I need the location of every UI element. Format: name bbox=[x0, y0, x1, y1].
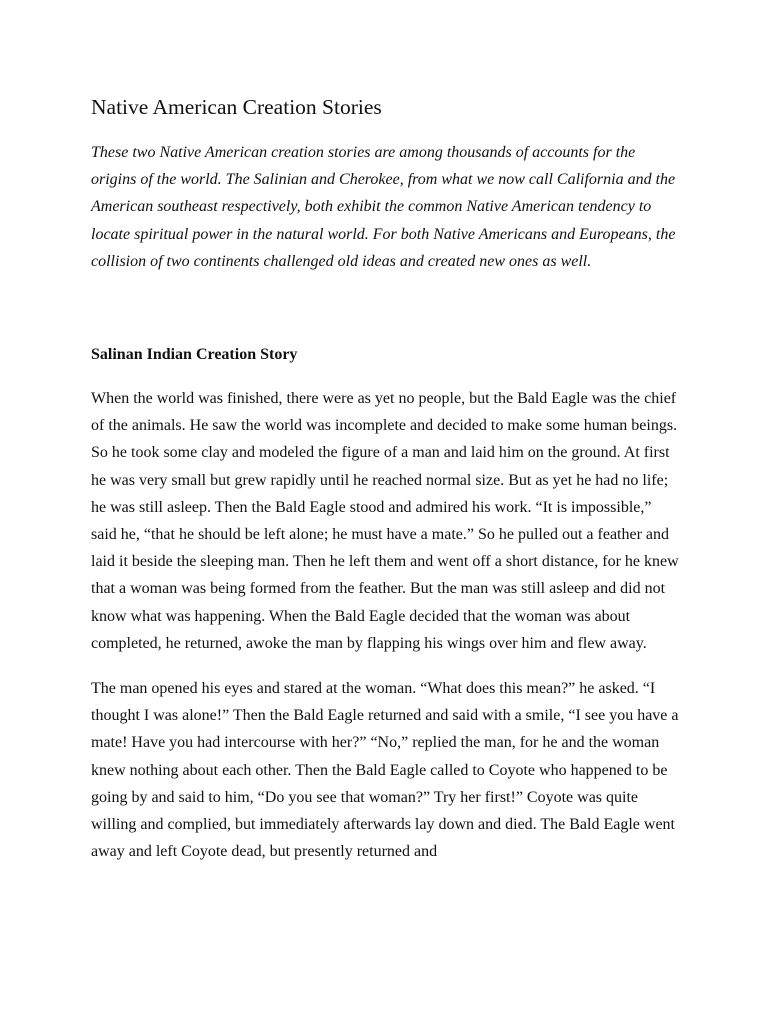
section-heading: Salinan Indian Creation Story bbox=[91, 346, 298, 364]
story-paragraph-1: When the world was finished, there were as yet no people, but the Bald Eagle was the chief of the animals. He saw the world was incomplete and decided to make some human beings. So he took some clay and modeled the figure of a man and laid him on the ground. At first he was very small but grew rapidly until he reached normal size. But as yet he had no life; he was still asleep. Then the Bald Eagle stood and admired his work. “It is impossible,” said he, “that he should be left alone; he must have a mate.” So he pulled out a feather and laid it beside the sleeping man. Then he left them and went off a short distance, for he knew that a woman was being formed from the feather. But the man was still asleep and did not know what was happening. When the Bald Eagle decided that the woman was about completed, he returned, awoke the man by flapping his wings over him and flew away. bbox=[91, 390, 679, 652]
intro-paragraph: These two Native American creation stories are among thousands of accounts for the origins of the world. The Salinian and Cherokee, from what we now call California and the American southeast respectively, both exhibit the common Native American tendency to locate spiritual power in the natural world. For both Native Americans and Europeans, the collision of two continents challenged old ideas and created new ones as well. bbox=[91, 144, 676, 270]
document-title: Native American Creation Stories bbox=[91, 95, 382, 119]
story-paragraph-2: The man opened his eyes and stared at the woman. “What does this mean?” he asked. “I thought I was alone!” Then the Bald Eagle returned and said with a smile, “I see you have a mate! Have you had intercourse with her?” “No,” replied the man, for he and the woman knew nothing about each other. Then the Bald Eagle called to Coyote who happened to be going by and said to him, “Do you see that woman?” Try her first!” Coyote was quite willing and complied, but immediately afterwards lay down and died. The Bald Eagle went away and left Coyote dead, but presently returned and bbox=[91, 680, 679, 861]
document-page bbox=[91, 93, 681, 883]
